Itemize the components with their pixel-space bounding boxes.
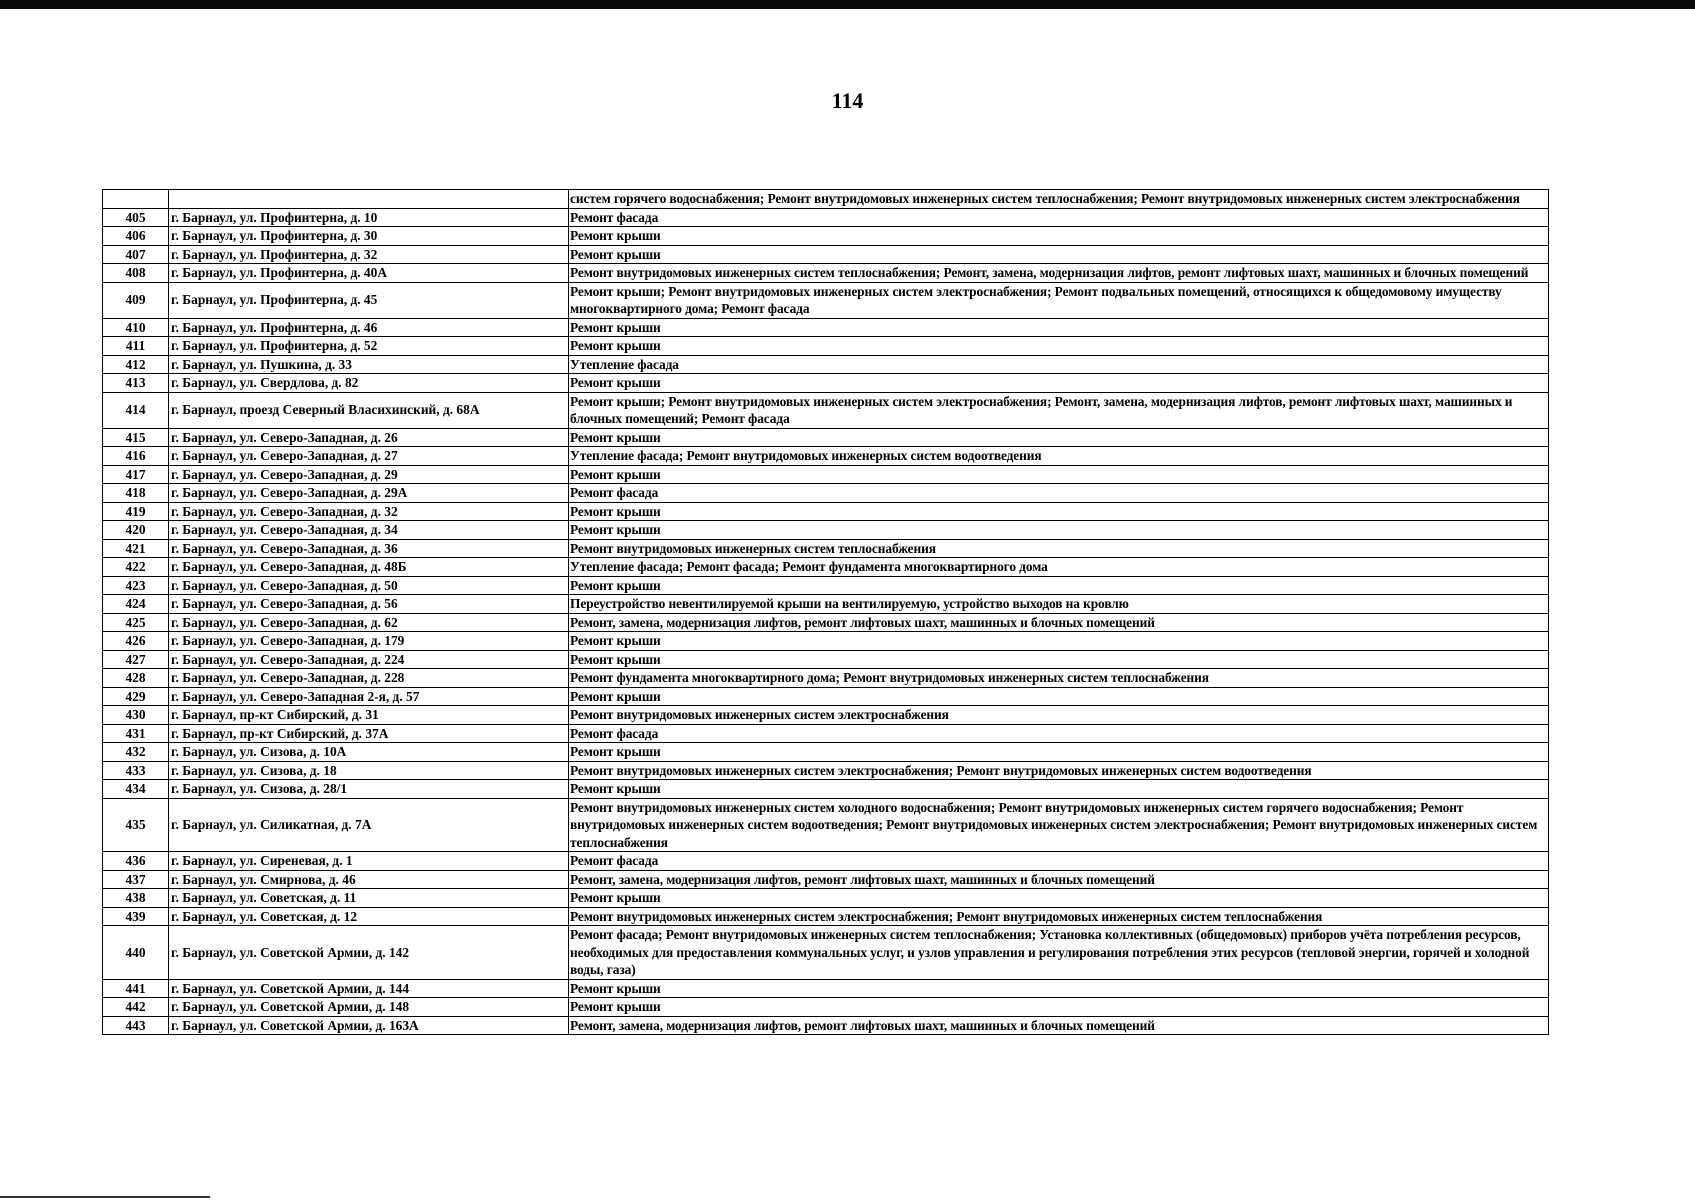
row-number-cell: 433: [103, 761, 169, 780]
table-row: [103, 979, 1549, 998]
table-row: [103, 724, 1549, 743]
work-type-cell: Переустройство невентилируемой крыши на вентилируемую, устройство выходов на кровлю: [569, 595, 1549, 614]
row-number-cell: 414: [103, 392, 169, 428]
work-type-cell: Утепление фасада; Ремонт внутридомовых инженерных систем водоотведения: [569, 447, 1549, 466]
row-number-cell: 426: [103, 632, 169, 651]
row-number-cell: 430: [103, 706, 169, 725]
row-number-cell: 423: [103, 576, 169, 595]
table-row: [103, 780, 1549, 799]
address-cell: г. Барнаул, ул. Северо-Западная, д. 29А: [169, 484, 569, 503]
address-cell: г. Барнаул, ул. Профинтерна, д. 45: [169, 282, 569, 318]
work-type-cell: Ремонт крыши: [569, 337, 1549, 356]
work-type-cell: Ремонт крыши: [569, 998, 1549, 1017]
work-type-cell: Ремонт крыши: [569, 632, 1549, 651]
row-number-cell: 431: [103, 724, 169, 743]
address-cell: г. Барнаул, ул. Сизова, д. 10А: [169, 743, 569, 762]
row-number-cell: 440: [103, 926, 169, 980]
table-row: [103, 576, 1549, 595]
row-number-cell: 407: [103, 245, 169, 264]
work-type-cell: систем горячего водоснабжения; Ремонт внутридомовых инженерных систем теплоснабжения; Ремонт внутридомовых инженерных систем электроснабжения: [569, 190, 1549, 209]
address-cell: г. Барнаул, ул. Советская, д. 11: [169, 889, 569, 908]
work-type-cell: Ремонт крыши; Ремонт внутридомовых инженерных систем электроснабжения; Ремонт подвальных помещений, относящихся к общедомовому имуществу многоквартирного дома; Ремонт фасада: [569, 282, 1549, 318]
table-row: [103, 761, 1549, 780]
work-type-cell: Ремонт крыши; Ремонт внутридомовых инженерных систем электроснабжения; Ремонт, замена, модернизация лифтов, ремонт лифтовых шахт, машинных и блочных помещений; Ремонт фасада: [569, 392, 1549, 428]
work-type-cell: Ремонт крыши: [569, 687, 1549, 706]
address-cell: г. Барнаул, пр-кт Сибирский, д. 31: [169, 706, 569, 725]
row-number-cell: 408: [103, 264, 169, 283]
table-row: [103, 318, 1549, 337]
work-type-cell: Утепление фасада; Ремонт фасада; Ремонт фундамента многоквартирного дома: [569, 558, 1549, 577]
work-type-cell: Ремонт внутридомовых инженерных систем теплоснабжения; Ремонт, замена, модернизация лифтов, ремонт лифтовых шахт, машинных и блочных помещений: [569, 264, 1549, 283]
address-cell: г. Барнаул, ул. Северо-Западная, д. 36: [169, 539, 569, 558]
row-number-cell: 406: [103, 227, 169, 246]
row-number-cell: 427: [103, 650, 169, 669]
table-row: [103, 798, 1549, 852]
table-row: [103, 337, 1549, 356]
page-number: 114: [831, 88, 864, 113]
address-cell: г. Барнаул, ул. Северо-Западная, д. 179: [169, 632, 569, 651]
work-type-cell: Ремонт крыши: [569, 227, 1549, 246]
table-row: [103, 669, 1549, 688]
table-body: [103, 190, 1549, 1035]
address-cell: г. Барнаул, ул. Советской Армии, д. 144: [169, 979, 569, 998]
row-number-cell: 420: [103, 521, 169, 540]
row-number-cell: 412: [103, 355, 169, 374]
address-cell: г. Барнаул, ул. Северо-Западная, д. 27: [169, 447, 569, 466]
table-row: [103, 264, 1549, 283]
row-number-cell: 416: [103, 447, 169, 466]
work-type-cell: Ремонт внутридомовых инженерных систем электроснабжения; Ремонт внутридомовых инженерных систем теплоснабжения: [569, 907, 1549, 926]
table-row: [103, 1016, 1549, 1035]
work-type-cell: Ремонт внутридомовых инженерных систем теплоснабжения: [569, 539, 1549, 558]
work-type-cell: Ремонт внутридомовых инженерных систем электроснабжения; Ремонт внутридомовых инженерных систем водоотведения: [569, 761, 1549, 780]
address-cell: г. Барнаул, ул. Северо-Западная, д. 29: [169, 465, 569, 484]
work-type-cell: Ремонт крыши: [569, 428, 1549, 447]
table-row: [103, 632, 1549, 651]
table-row: [103, 907, 1549, 926]
table-row: [103, 870, 1549, 889]
table-row: [103, 743, 1549, 762]
address-cell: г. Барнаул, ул. Северо-Западная, д. 228: [169, 669, 569, 688]
table-row: [103, 613, 1549, 632]
row-number-cell: 428: [103, 669, 169, 688]
row-number-cell: 442: [103, 998, 169, 1017]
table-row: [103, 889, 1549, 908]
row-number-cell: 441: [103, 979, 169, 998]
work-type-cell: Утепление фасада: [569, 355, 1549, 374]
table-row: [103, 484, 1549, 503]
address-cell: г. Барнаул, ул. Профинтерна, д. 10: [169, 208, 569, 227]
work-type-cell: Ремонт, замена, модернизация лифтов, ремонт лифтовых шахт, машинных и блочных помещений: [569, 1016, 1549, 1035]
address-cell: г. Барнаул, ул. Советской Армии, д. 148: [169, 998, 569, 1017]
work-type-cell: Ремонт фундамента многоквартирного дома; Ремонт внутридомовых инженерных систем теплоснабжения: [569, 669, 1549, 688]
table-row: [103, 392, 1549, 428]
row-number-cell: 411: [103, 337, 169, 356]
work-type-cell: Ремонт крыши: [569, 979, 1549, 998]
work-type-cell: Ремонт фасада: [569, 484, 1549, 503]
address-cell: г. Барнаул, ул. Сиреневая, д. 1: [169, 852, 569, 871]
address-cell: г. Барнаул, ул. Профинтерна, д. 46: [169, 318, 569, 337]
address-cell: г. Барнаул, ул. Профинтерна, д. 32: [169, 245, 569, 264]
table-row: [103, 539, 1549, 558]
table-row: [103, 998, 1549, 1017]
table-row: [103, 190, 1549, 209]
row-number-cell: 429: [103, 687, 169, 706]
address-cell: г. Барнаул, ул. Северо-Западная, д. 62: [169, 613, 569, 632]
table-row: [103, 428, 1549, 447]
address-cell: г. Барнаул, проезд Северный Власихинский, д. 68А: [169, 392, 569, 428]
table-row: [103, 245, 1549, 264]
row-number-cell: 422: [103, 558, 169, 577]
row-number-cell: 436: [103, 852, 169, 871]
work-type-cell: Ремонт фасада: [569, 852, 1549, 871]
address-cell: г. Барнаул, ул. Профинтерна, д. 40А: [169, 264, 569, 283]
work-type-cell: Ремонт крыши: [569, 502, 1549, 521]
address-cell: г. Барнаул, ул. Северо-Западная, д. 26: [169, 428, 569, 447]
work-type-cell: Ремонт крыши: [569, 318, 1549, 337]
address-cell: г. Барнаул, ул. Северо-Западная, д. 56: [169, 595, 569, 614]
work-type-cell: Ремонт крыши: [569, 780, 1549, 799]
row-number-cell: 409: [103, 282, 169, 318]
work-type-cell: Ремонт внутридомовых инженерных систем электроснабжения: [569, 706, 1549, 725]
address-cell: г. Барнаул, ул. Свердлова, д. 82: [169, 374, 569, 393]
row-number-cell: 410: [103, 318, 169, 337]
address-cell: г. Барнаул, ул. Пушкина, д. 33: [169, 355, 569, 374]
table-row: [103, 502, 1549, 521]
table-row: [103, 282, 1549, 318]
table-row: [103, 926, 1549, 980]
row-number-cell: 421: [103, 539, 169, 558]
work-type-cell: Ремонт крыши: [569, 889, 1549, 908]
row-number-cell: 418: [103, 484, 169, 503]
row-number-cell: 405: [103, 208, 169, 227]
address-cell: г. Барнаул, ул. Силикатная, д. 7А: [169, 798, 569, 852]
table-row: [103, 595, 1549, 614]
address-cell: г. Барнаул, ул. Сизова, д. 18: [169, 761, 569, 780]
row-number-cell: 437: [103, 870, 169, 889]
row-number-cell: [103, 190, 169, 209]
table-row: [103, 465, 1549, 484]
address-cell: [169, 190, 569, 209]
table-row: [103, 447, 1549, 466]
address-cell: г. Барнаул, ул. Северо-Западная, д. 32: [169, 502, 569, 521]
work-type-cell: Ремонт внутридомовых инженерных систем холодного водоснабжения; Ремонт внутридомовых инженерных систем горячего водоснабжения; Ремонт внутридомовых инженерных систем водоотведения; Ремонт внутридомовых инженерных систем электроснабжения; Ремонт внутридомовых инженерных систем теплоснабжения: [569, 798, 1549, 852]
address-cell: г. Барнаул, ул. Профинтерна, д. 52: [169, 337, 569, 356]
table-row: [103, 852, 1549, 871]
row-number-cell: 425: [103, 613, 169, 632]
row-number-cell: 424: [103, 595, 169, 614]
address-cell: г. Барнаул, ул. Советской Армии, д. 163А: [169, 1016, 569, 1035]
work-type-cell: Ремонт крыши: [569, 521, 1549, 540]
row-number-cell: 438: [103, 889, 169, 908]
address-cell: г. Барнаул, ул. Смирнова, д. 46: [169, 870, 569, 889]
row-number-cell: 413: [103, 374, 169, 393]
table-row: [103, 374, 1549, 393]
row-number-cell: 443: [103, 1016, 169, 1035]
repair-works-table: [102, 189, 1549, 1035]
address-cell: г. Барнаул, ул. Северо-Западная 2-я, д. 57: [169, 687, 569, 706]
work-type-cell: Ремонт крыши: [569, 650, 1549, 669]
table-row: [103, 521, 1549, 540]
address-cell: г. Барнаул, ул. Северо-Западная, д. 224: [169, 650, 569, 669]
work-type-cell: Ремонт крыши: [569, 245, 1549, 264]
address-cell: г. Барнаул, пр-кт Сибирский, д. 37А: [169, 724, 569, 743]
row-number-cell: 432: [103, 743, 169, 762]
table-row: [103, 687, 1549, 706]
address-cell: г. Барнаул, ул. Советская, д. 12: [169, 907, 569, 926]
address-cell: г. Барнаул, ул. Северо-Западная, д. 48Б: [169, 558, 569, 577]
work-type-cell: Ремонт фасада: [569, 208, 1549, 227]
address-cell: г. Барнаул, ул. Профинтерна, д. 30: [169, 227, 569, 246]
work-type-cell: Ремонт фасада: [569, 724, 1549, 743]
row-number-cell: 434: [103, 780, 169, 799]
work-type-cell: Ремонт, замена, модернизация лифтов, ремонт лифтовых шахт, машинных и блочных помещений: [569, 613, 1549, 632]
row-number-cell: 417: [103, 465, 169, 484]
work-type-cell: Ремонт крыши: [569, 465, 1549, 484]
row-number-cell: 419: [103, 502, 169, 521]
table-row: [103, 650, 1549, 669]
work-type-cell: Ремонт, замена, модернизация лифтов, ремонт лифтовых шахт, машинных и блочных помещений: [569, 870, 1549, 889]
work-type-cell: Ремонт крыши: [569, 374, 1549, 393]
work-type-cell: Ремонт крыши: [569, 576, 1549, 595]
table-row: [103, 558, 1549, 577]
address-cell: г. Барнаул, ул. Северо-Западная, д. 34: [169, 521, 569, 540]
table-row: [103, 355, 1549, 374]
address-cell: г. Барнаул, ул. Советской Армии, д. 142: [169, 926, 569, 980]
table-row: [103, 208, 1549, 227]
row-number-cell: 415: [103, 428, 169, 447]
row-number-cell: 439: [103, 907, 169, 926]
bottom-scan-mark: [0, 1196, 210, 1198]
address-cell: г. Барнаул, ул. Сизова, д. 28/1: [169, 780, 569, 799]
address-cell: г. Барнаул, ул. Северо-Западная, д. 50: [169, 576, 569, 595]
work-type-cell: Ремонт крыши: [569, 743, 1549, 762]
top-scan-border: [0, 0, 1695, 9]
work-type-cell: Ремонт фасада; Ремонт внутридомовых инженерных систем теплоснабжения; Установка коллективных (общедомовых) приборов учёта потребления ресурсов, необходимых для предоставления коммунальных услуг, и узлов управления и регулирования потребления этих ресурсов (тепловой энергии, горячей и холодной воды, газа): [569, 926, 1549, 980]
row-number-cell: 435: [103, 798, 169, 852]
table-row: [103, 227, 1549, 246]
table-row: [103, 706, 1549, 725]
